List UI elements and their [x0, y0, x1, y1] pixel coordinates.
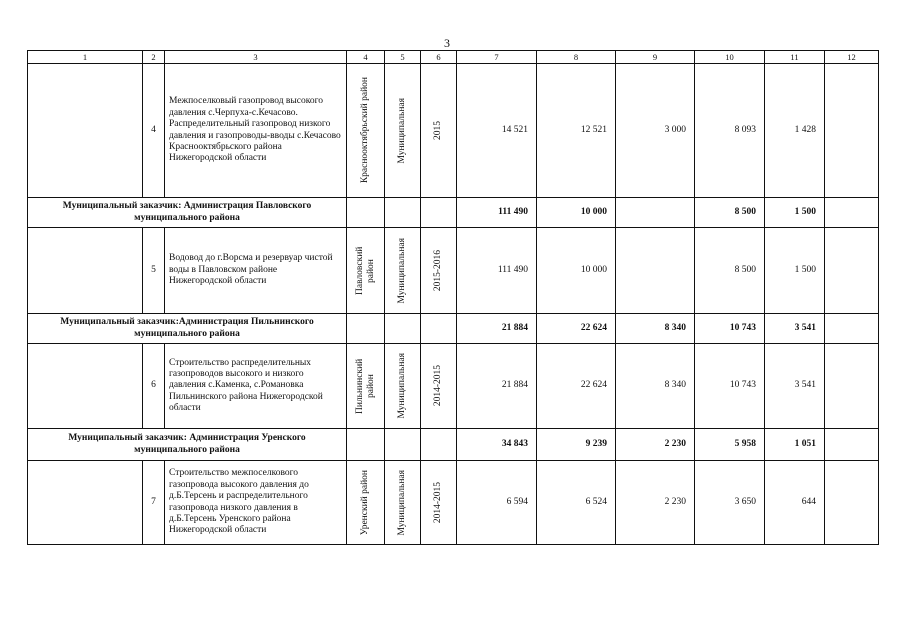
- value-col11: 1 051: [765, 429, 825, 461]
- value-col11: 1 500: [765, 198, 825, 228]
- value-col10: 8 500: [695, 198, 765, 228]
- value-col7: 34 843: [457, 429, 537, 461]
- value-col9: [616, 228, 695, 314]
- page-number: 3: [444, 36, 450, 50]
- value-col9: 3 000: [616, 64, 695, 198]
- group-row: [28, 314, 879, 344]
- project-district: Пильнинский район: [354, 358, 376, 414]
- budget-table: [27, 50, 879, 545]
- value-col7: 14 521: [457, 64, 537, 198]
- value-col8: 6 524: [537, 461, 616, 545]
- project-number: 5: [143, 228, 165, 314]
- value-col9: 2 230: [616, 429, 695, 461]
- value-col8: 10 000: [537, 198, 616, 228]
- value-col9: 8 340: [616, 314, 695, 344]
- value-col8: 12 521: [537, 64, 616, 198]
- project-number: 7: [143, 461, 165, 545]
- project-period: 2015-2016: [433, 249, 444, 292]
- project-ownership: Муниципальная: [397, 353, 408, 419]
- group-label: Муниципальный заказчик: Администрация Уренского муниципального района: [28, 429, 347, 461]
- group-label: Муниципальный заказчик:Администрация Пильнинского муниципального района: [28, 314, 347, 344]
- column-header: 11: [765, 51, 825, 64]
- project-period: 2014-2015: [433, 365, 444, 407]
- value-col10: 10 743: [695, 344, 765, 429]
- project-description: Строительство межпоселкового газопровода высокого давления до д.Б.Терсень и распределительного газопровода низкого давления в д.Б.Терсень Уренского района Нижегородской области: [165, 461, 347, 545]
- project-district: Уренский район: [360, 469, 371, 536]
- column-header: 9: [616, 51, 695, 64]
- value-col9: [616, 198, 695, 228]
- project-description: Строительство распределительных газопроводов высокого и низкого давления с.Каменка, с.Романовка Пильнинского района Нижегородской области: [165, 344, 347, 429]
- value-col7: 21 884: [457, 344, 537, 429]
- value-col8: 22 624: [537, 314, 616, 344]
- value-col11: 644: [765, 461, 825, 545]
- value-col11: 1 500: [765, 228, 825, 314]
- column-header: 1: [28, 51, 143, 64]
- group-label: Муниципальный заказчик: Администрация Павловского муниципального района: [28, 198, 347, 228]
- column-header: 6: [421, 51, 457, 64]
- project-district: Павловский район: [354, 246, 376, 295]
- project-row: [28, 228, 879, 314]
- column-header: 3: [165, 51, 347, 64]
- project-description: Межпоселковый газопровод высокого давления с.Черпуха-с.Кечасово. Распределительный газопровод низкого давления и газопроводы-вводы с.Кечасово Краснооктябрьского района Нижегородской области: [165, 64, 347, 198]
- value-col11: 1 428: [765, 64, 825, 198]
- project-period: 2014-2015: [433, 481, 444, 524]
- value-col7: 111 490: [457, 198, 537, 228]
- value-col8: 10 000: [537, 228, 616, 314]
- column-header: 5: [385, 51, 421, 64]
- project-ownership: Муниципальная: [397, 469, 408, 536]
- column-header: 4: [347, 51, 385, 64]
- value-col11: 3 541: [765, 344, 825, 429]
- column-header: 7: [457, 51, 537, 64]
- value-col10: 5 958: [695, 429, 765, 461]
- value-col10: 8 093: [695, 64, 765, 198]
- value-col10: 10 743: [695, 314, 765, 344]
- value-col8: 22 624: [537, 344, 616, 429]
- column-header: 12: [825, 51, 879, 64]
- project-row: [28, 461, 879, 545]
- value-col8: 9 239: [537, 429, 616, 461]
- group-row: [28, 429, 879, 461]
- value-col10: 8 500: [695, 228, 765, 314]
- value-col7: 6 594: [457, 461, 537, 545]
- project-number: 6: [143, 344, 165, 429]
- project-row: [28, 64, 879, 198]
- column-numbers-row: [28, 51, 879, 64]
- project-period: 2015: [433, 121, 444, 140]
- project-district: Краснооктябрьский район: [360, 77, 371, 184]
- column-header: 8: [537, 51, 616, 64]
- project-number: 4: [143, 64, 165, 198]
- column-header: 2: [143, 51, 165, 64]
- column-header: 10: [695, 51, 765, 64]
- value-col7: 111 490: [457, 228, 537, 314]
- project-ownership: Муниципальная: [397, 97, 408, 164]
- project-row: [28, 344, 879, 429]
- value-col10: 3 650: [695, 461, 765, 545]
- value-col9: 2 230: [616, 461, 695, 545]
- group-row: [28, 198, 879, 228]
- value-col11: 3 541: [765, 314, 825, 344]
- project-ownership: Муниципальная: [397, 237, 408, 304]
- value-col9: 8 340: [616, 344, 695, 429]
- value-col7: 21 884: [457, 314, 537, 344]
- project-description: Водовод до г.Ворсма и резервуар чистой воды в Павловском районе Нижегородской области: [165, 228, 347, 314]
